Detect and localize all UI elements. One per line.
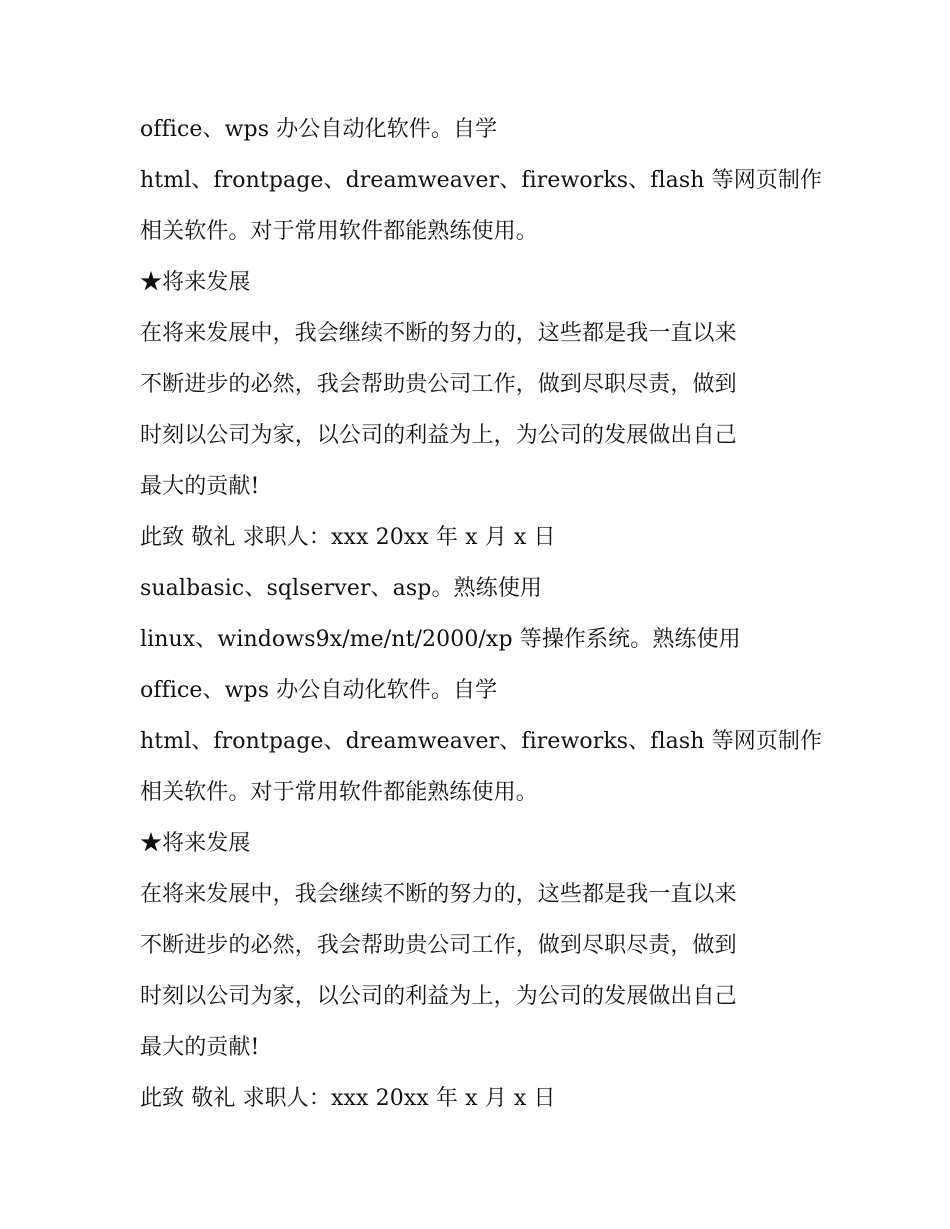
text-line: 最大的贡献! xyxy=(140,1035,260,1060)
text-line: 在将来发展中，我会继续不断的努力的，这些都是我一直以来 xyxy=(140,882,737,907)
text-line: html、frontpage、dreamweaver、fireworks、flash 等网页制作 xyxy=(140,729,823,754)
closing-line: 此致 敬礼 求职人：xxx 20xx 年 x 月 x 日 xyxy=(140,1086,556,1111)
text-line: sualbasic、sqlserver、asp。熟练使用 xyxy=(140,576,542,601)
text-line: 时刻以公司为家，以公司的利益为上，为公司的发展做出自己 xyxy=(140,423,737,448)
text-line: office、wps 办公自动化软件。自学 xyxy=(140,678,498,703)
text-line: 不断进步的必然，我会帮助贵公司工作，做到尽职尽责，做到 xyxy=(140,933,737,958)
text-line: office、wps 办公自动化软件。自学 xyxy=(140,117,498,142)
document-body xyxy=(140,104,840,1124)
text-line: 在将来发展中，我会继续不断的努力的，这些都是我一直以来 xyxy=(140,321,737,346)
text-line: linux、windows9x/me/nt/2000/xp 等操作系统。熟练使用 xyxy=(140,627,741,652)
closing-line: 此致 敬礼 求职人：xxx 20xx 年 x 月 x 日 xyxy=(140,525,556,550)
text-line: 不断进步的必然，我会帮助贵公司工作，做到尽职尽责，做到 xyxy=(140,372,737,397)
text-line: 相关软件。对于常用软件都能熟练使用。 xyxy=(140,219,538,244)
text-line: 最大的贡献! xyxy=(140,474,260,499)
section-heading: ★将来发展 xyxy=(140,270,251,295)
text-line: 相关软件。对于常用软件都能熟练使用。 xyxy=(140,780,538,805)
section-heading: ★将来发展 xyxy=(140,831,251,856)
text-line: html、frontpage、dreamweaver、fireworks、flash 等网页制作 xyxy=(140,168,823,193)
text-line: 时刻以公司为家，以公司的利益为上，为公司的发展做出自己 xyxy=(140,984,737,1009)
